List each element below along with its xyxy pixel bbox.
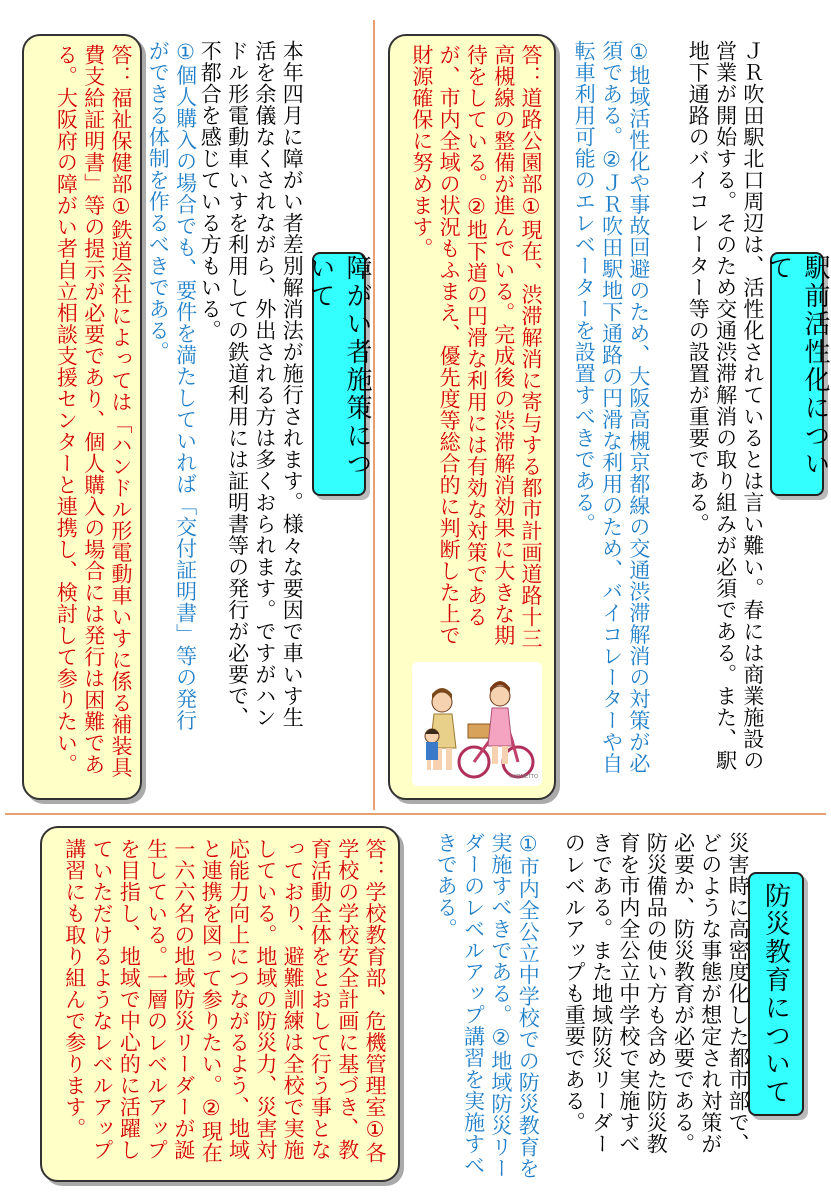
disability-answer: 答：福祉保健部①鉄道会社によっては「ハンドル形電動車いすに係る補装具費支給証明書」等の提示が必要であり、個人購入の場合には発行は困難である。大阪府の障がい者自立相談支援センターと連携し、検討して参りたい。 — [54, 44, 133, 778]
disability-body: 本年四月に障がい者差別解消法が施行されます。様々な要因で車いす生活を余儀なくされながら、外出される方は多くおられます。ですがハンドル形電動車いすを利用しての鉄道利用には証明書等の発行が必要で、不都合を感じている方もいる。 — [198, 40, 305, 728]
mother-child-bicycle-image — [412, 662, 542, 786]
disaster-request: ①市内全公立中学校での防災教育を実施すべきである。②地域防災リーダーのレベルアップ講習を実施すべきである。 — [434, 832, 541, 1179]
station-body: ＪＲ吹田駅北口周辺は、活性化されているとは言い難い。春には商業施設の営業が開始する。そのため交通渋滞解消の取り組みが必須である。また、駅地下通路のバイコレーター等の設置が重要である。 — [686, 40, 765, 771]
disaster-body: 災害時に高密度化した都市部で、どのような事態が想定され対策が必要か、防災教育が必要である。防災備品の使い方も含めた防災教育を市内全公立中学校で実施すべきである。また地域防災リーダーのレベルアップも重要である。 — [562, 832, 751, 1155]
disaster-answer-box — [40, 826, 400, 1182]
shopping-illustration — [412, 662, 542, 786]
disability-request: ①個人購入の場合でも、要件を満たしていれば「交付証明書」等の発行ができる体制を作るべきである。 — [146, 40, 198, 731]
disability-answer-box — [22, 34, 142, 800]
illustration-credit: ©KOMETTO — [508, 774, 538, 780]
disaster-answer: 答：学校教育部、危機管理室①各学校の学校安全計画に基づき、教育活動全体をとおして行う事となっており、避難訓練は全校で実施している。地域の防災力、災害対応能力向上につながるよう、地域と連携を図って参りたい。②現在一六六名の地域防災リーダーが誕生している。一層のレベルアップを目指し、地域で中心的に活躍していただけるようなレベルアップ講習にも取り組んで参ります。 — [62, 838, 387, 1164]
disaster-heading: 防災教育について — [760, 882, 791, 1106]
station-heading-tag — [763, 252, 830, 496]
disability-heading-tag — [305, 252, 372, 496]
station-heading: 駅前活性化について — [763, 254, 830, 478]
station-answer: 答：道路公園部①現在、渋滞解消に寄与する都市計画道路十三高槻線の整備が進んでいる。完成後の渋滞解消効果に大きな期待をしている。②地下道の円滑な利用には有効な対策であるが、市内全域の状況もふまえ、優先度等総合的に判断した上で財源確保に努めます。 — [409, 44, 543, 649]
station-request: ①地域活性化や事故回避のため、大阪高槻京都線の交通渋滞解消の対策が必須である。②ＪＲ吹田駅地下通路の円滑な利用のため、バイコレーターや自転車利用可能のエレベーターを設置すべきである。 — [572, 40, 651, 774]
horizontal-divider — [5, 813, 826, 815]
disability-heading: 障がい者施策について — [305, 254, 372, 478]
station-answer-box — [388, 34, 556, 800]
disaster-heading-tag — [748, 872, 804, 1116]
